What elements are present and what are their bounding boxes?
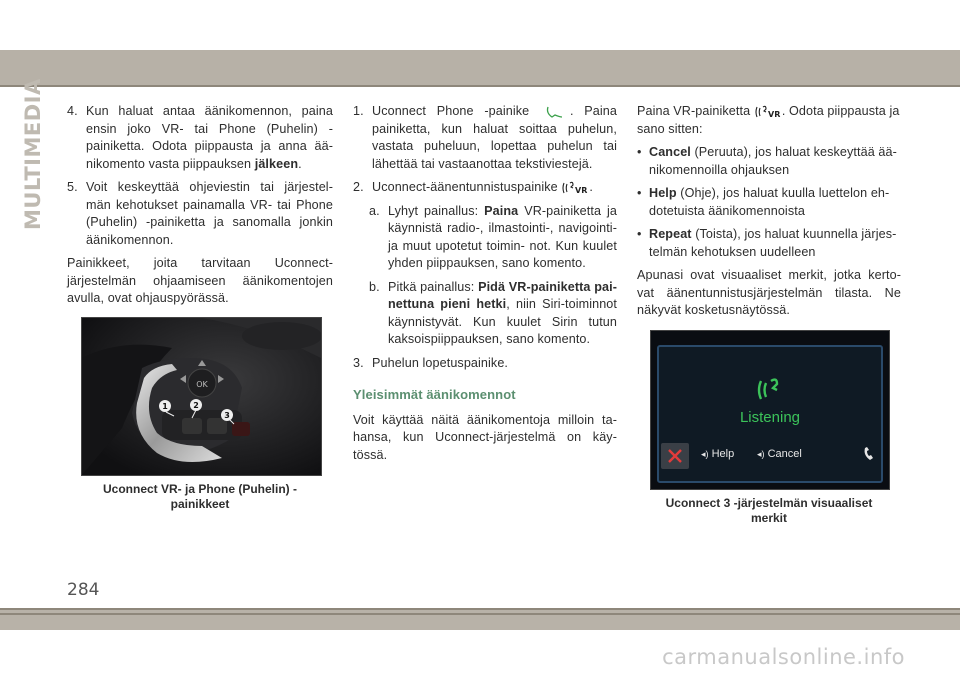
sub-text <box>388 203 617 273</box>
bullet-text <box>649 226 901 261</box>
command-desc: (Ohje), jos haluat kuulla luettelon eh- dotetuista äänikomennoista <box>649 186 890 218</box>
command-name: Cancel <box>649 145 691 159</box>
callout-1: 1 <box>162 402 168 411</box>
photo-caption-right: Uconnect 3 -järjestelmän visuaaliset merkit <box>665 496 873 525</box>
sub-label: Pitkä painallus: <box>388 279 479 294</box>
screen-close-button[interactable] <box>661 443 689 469</box>
bullet-dot: • <box>637 186 642 200</box>
photo-caption-left: Uconnect VR- ja Phone (Puhelin) -painikkeet <box>102 482 297 511</box>
callout-2: 2 <box>193 401 199 410</box>
bottom-band-line <box>0 613 960 615</box>
list-item-4 <box>67 103 333 173</box>
voice-listening-icon <box>757 375 785 405</box>
svg-text:VR: VR <box>575 185 588 195</box>
list-text-part: . Paina painiketta, kun haluat soittaa puhelun, vastata puheluun, lopettaa puhelun tai lähettää tai vastaanottaa tekstiviestejä. <box>372 104 617 171</box>
bullet-cancel <box>637 144 901 179</box>
screen-cancel-button[interactable] <box>757 448 802 460</box>
emphasis-text: jälkeen <box>254 156 299 171</box>
bullet-help <box>637 185 901 220</box>
intro-text: Paina VR-painiketta <box>637 104 751 118</box>
listening-label: Listening <box>739 409 801 426</box>
paragraph: Apunasi ovat visuaaliset merkit, jotka kerto- vat äänentunnistusjärjestelmän tilasta. Ne näkyvät kosketusnäytössä. <box>637 268 901 317</box>
sub-number: a. <box>369 203 380 218</box>
section-side-label-text: MULTIMEDIA <box>21 78 45 230</box>
list-item-1 <box>353 103 617 173</box>
phone-icon <box>540 105 570 119</box>
list-number: 2. <box>353 180 364 194</box>
phone-icon[interactable] <box>862 446 876 462</box>
list-number: 1. <box>353 104 364 118</box>
list-text-part: Kun haluat antaa äänikomennon, paina ensin joko VR- tai Phone (Puhelin) -painiketta. Odota piippausta ja anna ää- nikomento vasta piippauksen <box>86 104 333 171</box>
middle-column <box>353 103 617 464</box>
page-number: 284 <box>67 580 100 600</box>
list-item-5 <box>67 179 333 249</box>
list-item-2 <box>353 179 617 197</box>
touchscreen-photo <box>650 330 890 490</box>
sub-text-part: , niin Siri-toiminnot käynnistyvät. Kun kuulet Sirin tutun kaksoispiippauksen, sano komento. <box>388 297 617 346</box>
section-side-label <box>21 78 47 230</box>
screen-help-button[interactable] <box>701 448 734 460</box>
left-column <box>67 103 333 308</box>
sub-label: Lyhyt painallus: <box>388 203 485 218</box>
list-text-part: . <box>298 156 302 171</box>
steering-wheel-photo <box>81 317 322 476</box>
sub-number: b. <box>369 279 380 294</box>
list-item-3 <box>353 355 617 373</box>
list-text: Voit keskeyttää ohjeviestin tai järjestel- män kehotukset painamalla VR- tai Phone (Puhelin) -painiketta ja sanomalla jonkin äänikomennon. <box>86 180 333 247</box>
voice-recognition-icon <box>561 180 589 196</box>
bullet-text <box>649 144 901 179</box>
voice-recognition-icon <box>754 104 782 120</box>
emphasis-text: Pidä VR-painiketta pai- nettuna pieni hetki <box>388 279 618 311</box>
list-number: 4. <box>67 104 78 118</box>
right-column <box>637 103 901 320</box>
sub-text-part: VR-painiketta ja käynnistä radio-, ilmastointi-, navigointi- ja muut upotetut toimin- not. Kun kuulet yhden piippauksen, sano komento. <box>388 203 617 270</box>
list-text-part: Uconnect Phone -painike <box>372 104 530 118</box>
list-text <box>372 179 617 197</box>
command-desc: (Peruuta), jos haluat keskeyttää ää- nikomennoilla ohjauksen <box>649 145 897 177</box>
watermark-text: carmanualsonline.info <box>662 645 905 669</box>
list-text <box>372 103 617 173</box>
steering-wheel-illustration <box>82 318 321 475</box>
paragraph: Voit käyttää näitä äänikomentoja milloin ta- hansa, kun Uconnect-järjestelmä on käy- tössä. <box>353 412 617 462</box>
intro-paragraph <box>637 103 901 138</box>
list-text-part: Uconnect-äänentunnistuspainike <box>372 180 558 194</box>
sub-item-a <box>353 203 617 273</box>
help-label: Help <box>711 448 735 460</box>
list-number: 5. <box>67 180 78 194</box>
bottom-band <box>0 608 960 630</box>
sub-text <box>388 279 617 349</box>
watermark <box>0 645 960 669</box>
list-number: 3. <box>353 355 364 370</box>
command-desc: (Toista), jos haluat kuunnella järjes- telmän kehotuksen uudelleen <box>649 227 897 259</box>
list-text <box>86 103 333 173</box>
top-band-line <box>0 85 960 87</box>
speaker-icon: ◂) <box>757 449 765 459</box>
intro-text: . Odota piippausta ja sano sitten: <box>637 104 900 136</box>
speaker-icon: ◂) <box>701 449 709 459</box>
emphasis-text: Paina <box>484 203 519 218</box>
paragraph: Painikkeet, joita tarvitaan Uconnect- järjestelmän ohjaamiseen äänikomentojen avulla, ovat ohjauspyörässä. <box>67 256 333 305</box>
top-band <box>0 50 960 87</box>
callout-3: 3 <box>224 411 230 420</box>
list-text: Puhelun lopetuspainike. <box>372 355 509 370</box>
ok-label: OK <box>196 380 208 389</box>
bullet-text <box>649 185 901 220</box>
bullet-dot: • <box>637 145 642 159</box>
bottom-band-line <box>0 608 960 610</box>
bullet-dot: • <box>637 227 642 241</box>
cancel-label: Cancel <box>767 448 802 460</box>
list-text-part: . <box>589 180 593 194</box>
section-heading: Yleisimmät äänikomennot <box>353 387 516 402</box>
svg-text:VR: VR <box>767 109 781 119</box>
sub-item-b <box>353 279 617 349</box>
bullet-repeat <box>637 226 901 261</box>
command-name: Help <box>649 186 677 200</box>
command-name: Repeat <box>649 227 692 241</box>
close-icon <box>661 443 689 469</box>
